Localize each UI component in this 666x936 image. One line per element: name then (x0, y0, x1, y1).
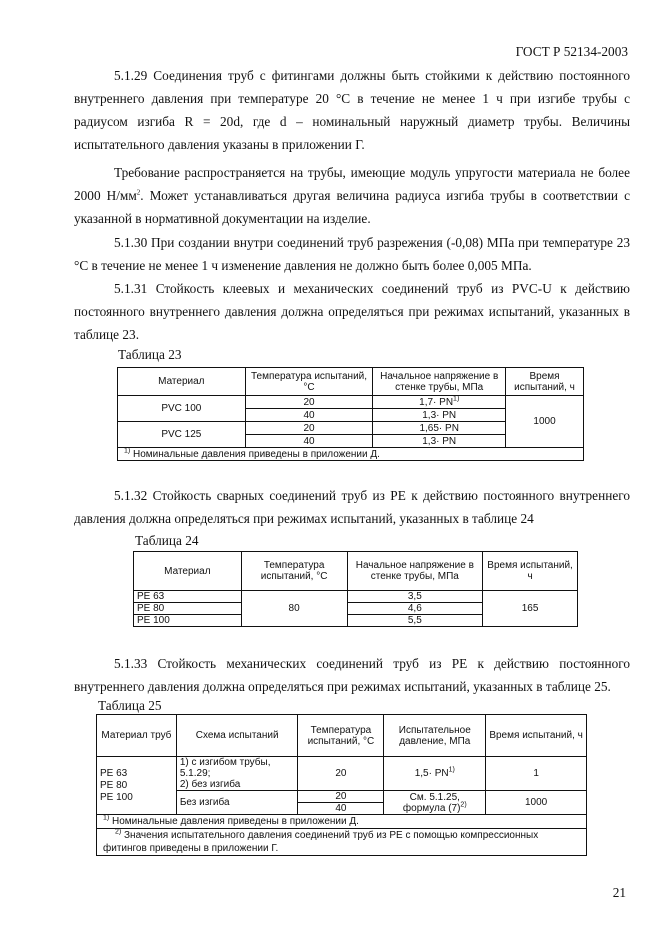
t23-footnote (118, 448, 584, 461)
page-header: ГОСТ Р 52134-2003 (515, 44, 628, 59)
t25-fn2-text: Значения испытательного давления соединений труб из РЕ с помощью компрессионных фитингов приведены в приложении Г. (103, 830, 539, 854)
table-23-caption: Таблица 23 (118, 347, 182, 362)
paragraph-5-1-31: 5.1.31 Стойкость клеевых и механических соединений труб из PVC-U к действию постоянного внутреннего давления должна определяться при режимах испытаний, указанных в таблице 23. (74, 281, 630, 342)
t24-header-material: Материал (134, 552, 242, 591)
t25-fn1-mark: 1) (103, 814, 110, 822)
t25-pressure-ref: См. 5.1.25, (409, 791, 460, 803)
t24-material: PE 80 (134, 603, 242, 615)
t23-temp: 40 (245, 409, 373, 422)
t23-stress-value: 1,7· PN (419, 396, 454, 408)
t24-material: PE 100 (134, 615, 242, 627)
paragraph-5-1-30: 5.1.30 При создании внутри соединений труб разрежения (-0,08) МПа при температуре 23 °С в течение не менее 1 ч изменение давления не должно быть более 0,005 МПа. (74, 235, 630, 273)
t23-footnote-mark: 1) (124, 447, 131, 455)
t24-time: 165 (483, 591, 578, 627)
t25-pressure (384, 757, 486, 791)
t23-material: PVC 125 (118, 422, 246, 448)
t25-temp: 20 (298, 757, 384, 791)
paragraph-5-1-29: 5.1.29 Соединения труб с фитингами должны быть стойкими к действию постоянного внутреннего давления при температуре 20 °С в течение не менее 1 ч при изгибе трубы с радиусом изгиба R = 20d, где d – номинальный наружный диаметр трубы. Величины испытательного давления указаны в приложении Г. (74, 68, 630, 152)
t25-time: 1000 (486, 791, 587, 815)
req-sup: 2 (136, 188, 141, 197)
t23-header-stress: Начальное напряжение в стенке трубы, МПа (373, 368, 506, 396)
t25-footnote-1 (97, 815, 587, 829)
t24-temp: 80 (241, 591, 347, 627)
t23-header-time: Время испытаний, ч (506, 368, 584, 396)
t23-stress: 1,3· PN (373, 409, 506, 422)
t23-temp: 20 (245, 396, 373, 409)
t25-temp: 20 (298, 791, 384, 803)
t23-stress: 1,65· PN (373, 422, 506, 435)
t25-fn2-mark: 2) (115, 828, 122, 836)
t23-header-temp: Температура испытаний, °С (245, 368, 373, 396)
t25-pressure-value: 1,5· PN (414, 768, 449, 779)
t25-header-scheme: Схема испытаний (176, 715, 298, 757)
t25-header-time: Время испытаний, ч (486, 715, 587, 757)
t23-stress (373, 396, 506, 409)
table-24-caption: Таблица 24 (135, 533, 199, 548)
t24-stress: 4,6 (347, 603, 483, 615)
paragraph-5-1-33: 5.1.33 Стойкость механических соединений труб из РЕ к действию постоянного внутреннего давления должна определяться при режимах испытаний, указанных в таблице 25. (74, 656, 630, 694)
table-25 (96, 714, 587, 856)
t24-material: PE 63 (134, 591, 242, 603)
t23-stress-sup: 1) (453, 395, 460, 403)
t24-stress: 3,5 (347, 591, 483, 603)
t23-time: 1000 (506, 396, 584, 448)
t23-header-material: Материал (118, 368, 246, 396)
t25-header-pressure: Испытательное давление, МПа (384, 715, 486, 757)
t25-footnote-2 (97, 829, 587, 856)
t23-footnote-text: Номинальные давления приведены в приложении Д. (133, 448, 380, 460)
t25-scheme: Без изгиба (176, 791, 298, 815)
t24-header-time: Время испытаний, ч (483, 552, 578, 591)
paragraph-5-1-32: 5.1.32 Стойкость сварных соединений труб из РЕ к действию постоянного внутреннего давления должна определяться при режимах испытаний, указанных в таблице 24 (74, 488, 630, 526)
table-23 (117, 367, 584, 461)
t23-temp: 20 (245, 422, 373, 435)
t25-pressure-formula: формула (7) (402, 802, 461, 814)
t24-header-stress: Начальное напряжение в стенке трубы, МПа (347, 552, 483, 591)
t25-fn1-text: Номинальные давления приведены в приложении Д. (112, 816, 359, 827)
t25-header-material: Материал труб (97, 715, 177, 757)
t23-material: PVC 100 (118, 396, 246, 422)
req-text-b: . Может устанавливаться другая величина радиуса изгиба трубы в соответствии с указанной в нормативной документации на изделие. (74, 188, 630, 226)
t25-materials: PE 63 PE 80 PE 100 (97, 757, 177, 815)
paragraph-requirement (74, 161, 630, 230)
t25-time: 1 (486, 757, 587, 791)
table-24 (133, 551, 578, 627)
t23-temp: 40 (245, 435, 373, 448)
table-25-caption: Таблица 25 (98, 698, 162, 713)
t24-stress: 5,5 (347, 615, 483, 627)
t25-scheme: 1) с изгибом трубы, 5.1.29; 2) без изгиба (176, 757, 298, 791)
t25-header-temp: Температура испытаний, °С (298, 715, 384, 757)
t24-header-temp: Температура испытаний, °С (241, 552, 347, 591)
t25-temp: 40 (298, 803, 384, 815)
t23-stress: 1,3· PN (373, 435, 506, 448)
t25-pressure (384, 791, 486, 815)
req-text-a: Требование распространяется на трубы, имеющие модуль упругости материала не более 2000 Н/мм (74, 165, 630, 203)
t25-pressure-formula-sup: 2) (460, 801, 467, 809)
page-number: 21 (612, 885, 626, 900)
t25-pressure-sup: 1) (448, 766, 455, 774)
